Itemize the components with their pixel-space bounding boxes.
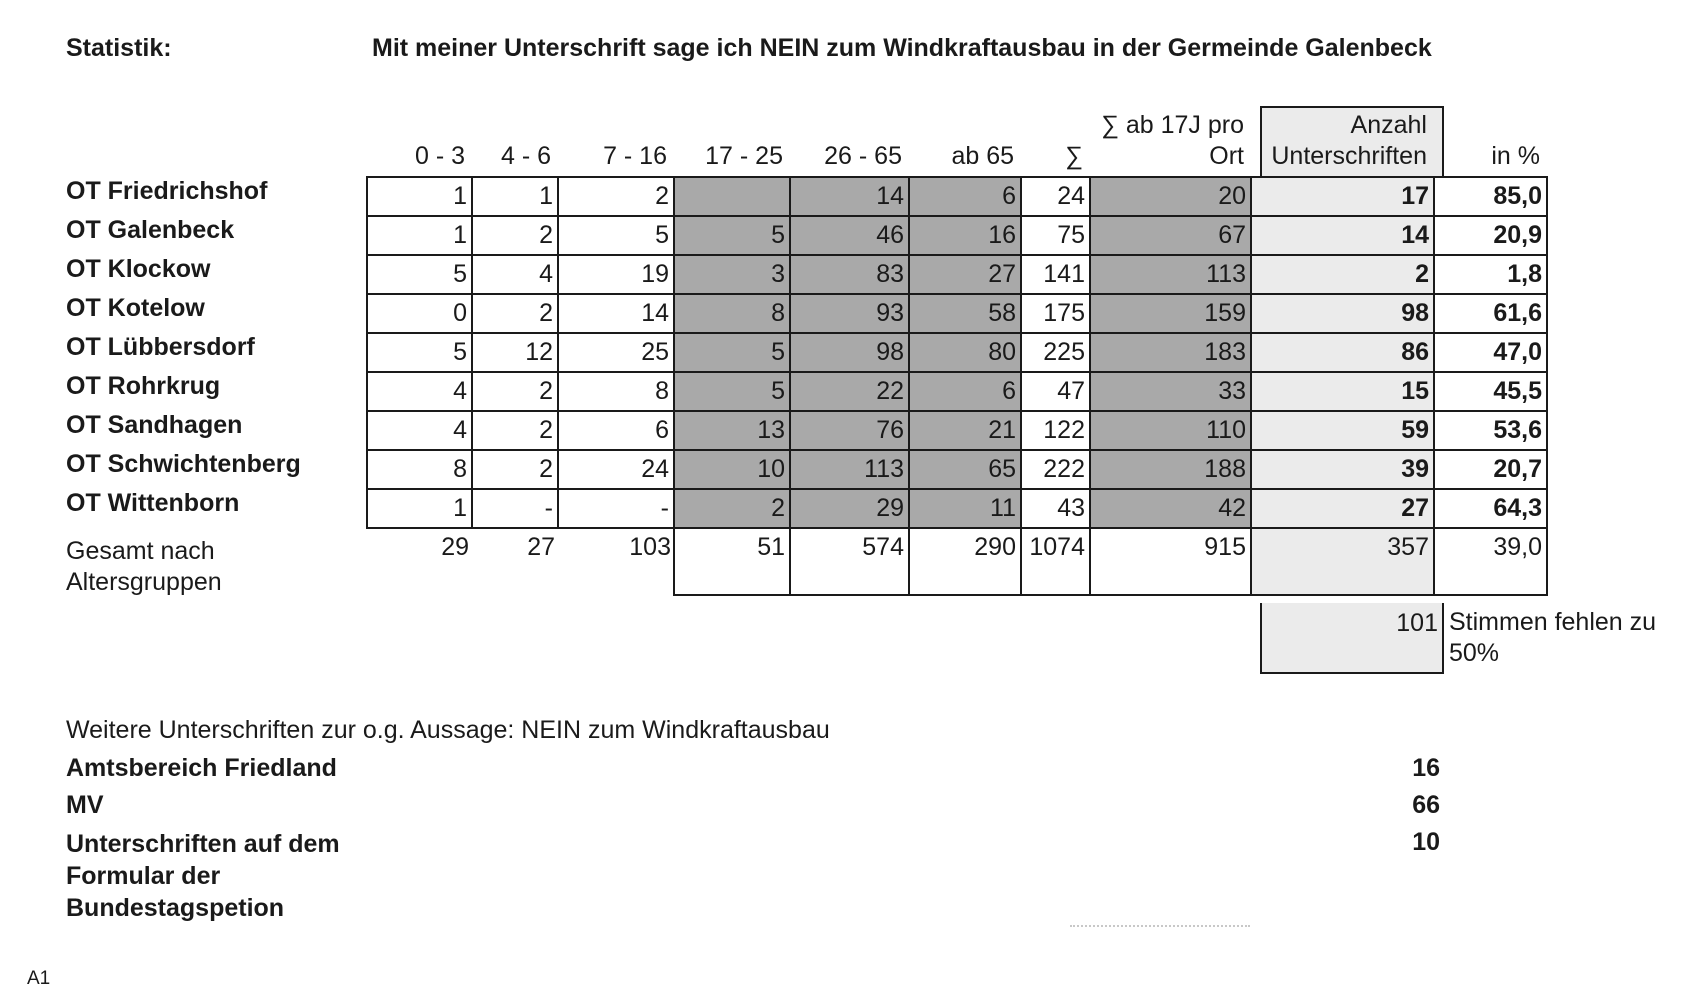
table-cell: 5	[673, 215, 791, 256]
column-header-line2: 7 - 16	[603, 142, 667, 170]
column-header-line1	[1433, 110, 1540, 141]
table-cell: 141	[1020, 254, 1091, 295]
additional-item-label-line: Formular der	[66, 862, 221, 890]
totals-cell: 103	[629, 533, 671, 561]
table-cell: 8	[366, 449, 473, 490]
table-cell: 20,9	[1433, 215, 1548, 256]
column-header-line2: in %	[1491, 142, 1540, 170]
table-cell: 5	[366, 254, 473, 295]
missing-votes-label-line2: 50%	[1449, 639, 1500, 667]
table-cell: 1	[471, 176, 559, 217]
table-cell: 47,0	[1433, 332, 1548, 373]
table-cell: 113	[1089, 254, 1252, 295]
column-header	[1089, 110, 1244, 172]
column-header-line1: ∑ ab 17J pro	[1101, 111, 1244, 139]
table-cell: 4	[366, 410, 473, 451]
table-cell: 22	[789, 371, 910, 412]
table-cell: 20,7	[1433, 449, 1548, 490]
table-cell: 5	[673, 332, 791, 373]
table-cell: 188	[1089, 449, 1252, 490]
column-header-line2: Unterschriften	[1271, 142, 1427, 170]
column-header-line1	[908, 110, 1014, 141]
table-cell: 61,6	[1433, 293, 1548, 334]
totals-cell: 27	[527, 533, 555, 561]
table-cell: 98	[789, 332, 910, 373]
table-cell: 45,5	[1433, 371, 1548, 412]
missing-votes-value: 101	[1260, 603, 1444, 674]
table-cell: 33	[1089, 371, 1252, 412]
table-cell: 86	[1250, 332, 1435, 373]
table-cell: 80	[908, 332, 1022, 373]
table-cell: 2	[471, 410, 559, 451]
table-cell: 13	[673, 410, 791, 451]
column-header-line2: 26 - 65	[824, 142, 902, 170]
table-cell: 2	[471, 371, 559, 412]
table-cell: 113	[789, 449, 910, 490]
totals-cell: 915	[1089, 529, 1252, 596]
table-cell: 222	[1020, 449, 1091, 490]
table-cell: 16	[908, 215, 1022, 256]
table-cell: 25	[557, 332, 675, 373]
table-cell: 15	[1250, 371, 1435, 412]
table-cell: 4	[471, 254, 559, 295]
additional-item-value: 66	[1412, 791, 1440, 819]
table-cell: 27	[1250, 488, 1435, 529]
table-cell: 75	[1020, 215, 1091, 256]
table-cell: 43	[1020, 488, 1091, 529]
table-cell: 6	[908, 176, 1022, 217]
totals-cell: 290	[908, 529, 1022, 596]
table-cell: 11	[908, 488, 1022, 529]
table-cell: 3	[673, 254, 791, 295]
row-label: OT Sandhagen	[66, 411, 243, 439]
table-cell: 83	[789, 254, 910, 295]
table-cell: 39	[1250, 449, 1435, 490]
table-cell: 2	[557, 176, 675, 217]
row-label: OT Rohrkrug	[66, 372, 221, 400]
row-label: OT Galenbeck	[66, 216, 235, 244]
table-cell: 225	[1020, 332, 1091, 373]
table-cell: 4	[366, 371, 473, 412]
column-header-line1	[557, 110, 667, 141]
table-cell: 42	[1089, 488, 1252, 529]
table-cell: 2	[673, 488, 791, 529]
cell-reference: A1	[27, 968, 51, 989]
table-cell: 21	[908, 410, 1022, 451]
table-cell: 14	[1250, 215, 1435, 256]
row-label: OT Klockow	[66, 255, 211, 283]
table-cell: 64,3	[1433, 488, 1548, 529]
cropped-text-fragment	[1070, 925, 1250, 931]
table-cell: 20	[1089, 176, 1252, 217]
table-cell: 14	[557, 293, 675, 334]
row-label: OT Kotelow	[66, 294, 205, 322]
additional-item-label-multiline	[66, 828, 340, 924]
table-cell: 93	[789, 293, 910, 334]
table-cell: 24	[557, 449, 675, 490]
table-cell: 12	[471, 332, 559, 373]
column-header-line1	[366, 110, 465, 141]
column-header	[1433, 110, 1540, 172]
additional-item-label-line: Unterschriften auf dem	[66, 830, 340, 858]
missing-votes-label	[1449, 607, 1656, 669]
column-header-line1	[1020, 110, 1083, 141]
table-cell: 175	[1020, 293, 1091, 334]
column-header-line1: Anzahl	[1350, 111, 1427, 139]
totals-cell: 357	[1250, 529, 1435, 596]
table-cell: 2	[471, 293, 559, 334]
statistik-label: Statistik:	[66, 34, 172, 62]
page-title: Mit meiner Unterschrift sage ich NEIN zum Windkraftausbau in der Germeinde Galenbeck	[372, 34, 1432, 62]
additional-item-value: 10	[1412, 828, 1440, 856]
totals-cell: 29	[441, 533, 469, 561]
table-cell: 6	[908, 371, 1022, 412]
column-header	[1020, 110, 1083, 172]
table-cell: 47	[1020, 371, 1091, 412]
column-header-line2: ∑	[1065, 142, 1083, 170]
totals-label	[66, 536, 222, 598]
column-header	[557, 110, 667, 172]
table-cell: -	[471, 488, 559, 529]
table-cell: 159	[1089, 293, 1252, 334]
table-cell: 58	[908, 293, 1022, 334]
table-cell: 65	[908, 449, 1022, 490]
column-header	[908, 110, 1014, 172]
table-cell: 1	[366, 176, 473, 217]
table-cell: 122	[1020, 410, 1091, 451]
column-header-line1	[673, 110, 783, 141]
additional-heading: Weitere Unterschriften zur o.g. Aussage: NEIN zum Windkraftausbau	[66, 716, 830, 744]
table-cell: 59	[1250, 410, 1435, 451]
column-header-line2: ab 65	[951, 142, 1014, 170]
additional-item-label-line: Bundestagspetion	[66, 894, 285, 922]
table-cell: 53,6	[1433, 410, 1548, 451]
column-header-line2: 4 - 6	[500, 142, 551, 170]
additional-item-label: MV	[66, 791, 104, 819]
table-cell: 110	[1089, 410, 1252, 451]
column-header-line1	[789, 110, 902, 141]
table-cell: 14	[789, 176, 910, 217]
row-label: OT Lübbersdorf	[66, 333, 255, 361]
row-label: OT Wittenborn	[66, 489, 240, 517]
totals-cell: 1074	[1020, 529, 1091, 596]
table-cell: 1	[366, 215, 473, 256]
table-cell: 98	[1250, 293, 1435, 334]
column-header-line2: 0 - 3	[414, 142, 465, 170]
table-cell: 2	[1250, 254, 1435, 295]
additional-item-label: Amtsbereich Friedland	[66, 754, 337, 782]
column-header	[471, 110, 551, 172]
table-cell: 0	[366, 293, 473, 334]
table-cell: 8	[557, 371, 675, 412]
row-label: OT Friedrichshof	[66, 177, 268, 205]
table-cell: 5	[673, 371, 791, 412]
column-header-line2: Ort	[1209, 142, 1244, 170]
additional-item-value: 16	[1412, 754, 1440, 782]
table-cell: 2	[471, 449, 559, 490]
table-cell: 10	[673, 449, 791, 490]
totals-cell: 39,0	[1433, 529, 1548, 596]
column-header	[673, 110, 783, 172]
table-cell: 24	[1020, 176, 1091, 217]
table-cell: 29	[789, 488, 910, 529]
table-cell	[673, 176, 791, 217]
table-cell: 2	[471, 215, 559, 256]
table-cell: 6	[557, 410, 675, 451]
table-cell: -	[557, 488, 675, 529]
totals-cell: 51	[673, 529, 791, 596]
table-cell: 183	[1089, 332, 1252, 373]
totals-cell: 574	[789, 529, 910, 596]
column-header-line1	[471, 110, 551, 141]
table-cell: 17	[1250, 176, 1435, 217]
table-cell: 67	[1089, 215, 1252, 256]
column-header	[366, 110, 465, 172]
table-cell: 19	[557, 254, 675, 295]
table-cell: 76	[789, 410, 910, 451]
table-cell: 46	[789, 215, 910, 256]
missing-votes-label-line1: Stimmen fehlen zu	[1449, 608, 1657, 636]
table-cell: 1	[366, 488, 473, 529]
table-cell: 5	[557, 215, 675, 256]
table-cell: 8	[673, 293, 791, 334]
column-header	[1250, 110, 1427, 172]
row-label: OT Schwichtenberg	[66, 450, 301, 478]
totals-label-line1: Gesamt nach	[66, 537, 215, 565]
column-header	[789, 110, 902, 172]
column-header-line2: 17 - 25	[705, 142, 783, 170]
table-cell: 85,0	[1433, 176, 1548, 217]
table-cell: 5	[366, 332, 473, 373]
totals-label-line2: Altersgruppen	[66, 568, 222, 596]
table-cell: 27	[908, 254, 1022, 295]
table-cell: 1,8	[1433, 254, 1548, 295]
